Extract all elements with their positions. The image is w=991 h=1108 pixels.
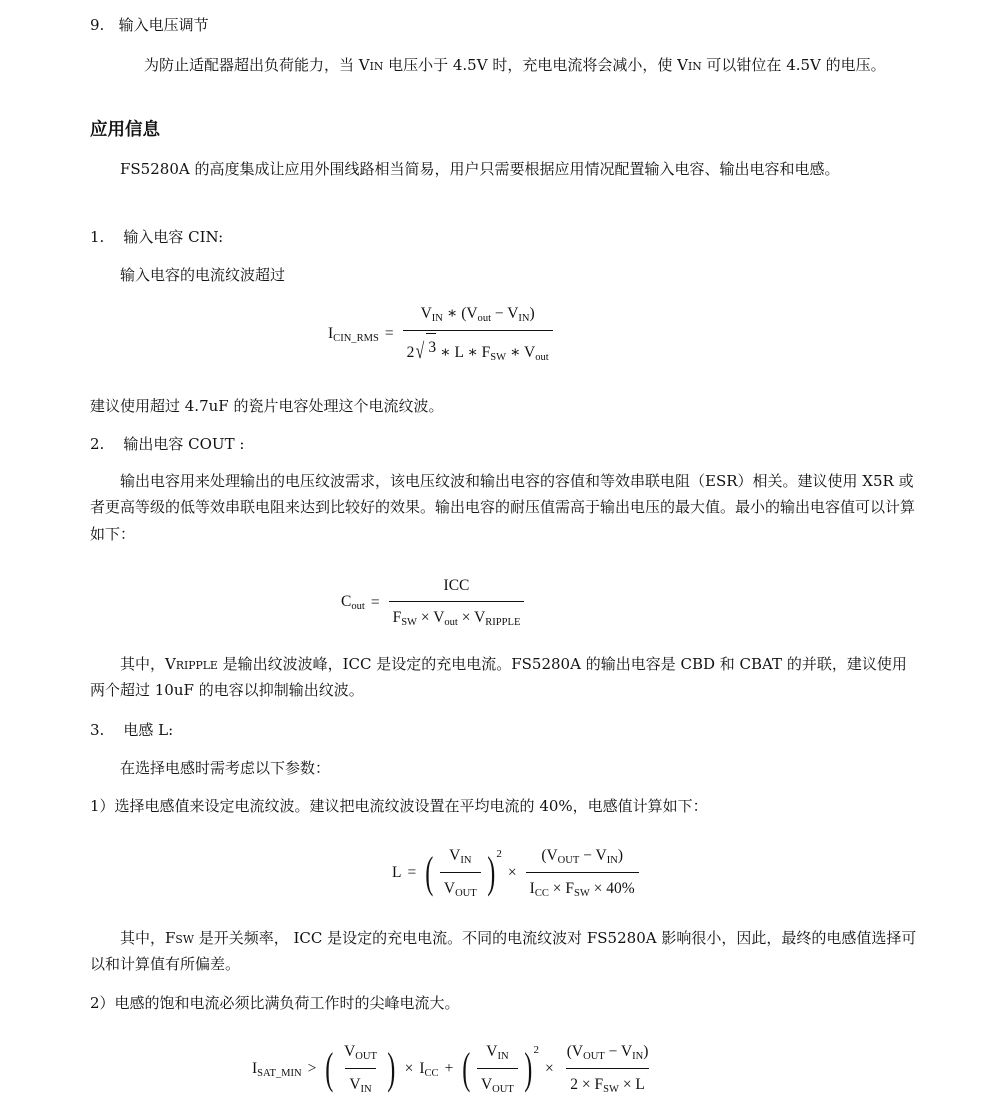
cin-rms-formula: $I_{CIN\_RMS}$ = $V_{IN}$ ∗ $(V_{out} - V_{IN})$ 2 √ 3 ∗ L ∗ $F_{SW}$ ∗ $V_{out}$ bbox=[328, 300, 556, 368]
cout-note-paragraph: 其中，VRIPPLE 是输出纹波波峰，ICC 是设定的充电电流。FS5280A 的输出电容是 CBD 和 CBAT 的并联，建议使用两个超过 10uF 的电容以抑制输出纹波。 bbox=[90, 655, 907, 700]
inductor-heading: 3. 电感 L: bbox=[90, 721, 174, 739]
cin-advice: 建议使用超过 4.7uF 的瓷片电容处理这个电流纹波。 bbox=[90, 397, 444, 415]
application-intro-paragraph: FS5280A 的高度集成让应用外围线路相当简易，用户只需要根据应用情况配置输入电容、输出电容和电感。 bbox=[120, 160, 840, 178]
application-info-title: 应用信息 bbox=[90, 120, 160, 140]
input-voltage-paragraph: 为防止适配器超出负荷能力，当 VIN 电压小于 4.5V 时，充电电流将会减小，使 VIN 可以钳位在 4.5V 的电压。 bbox=[144, 56, 886, 74]
saturation-current-formula: $I_{SAT\_MIN}$ > ( $\frac{V_{OUT}}{V_{IN}}$ ) × $I_{CC}$ + ( $\frac{V_{IN}}{V_{OUT}}$ ) $^2$ × $\frac{(V_{OUT} - V_{IN})}{2 \times F_{SW} \times L}$ bbox=[252, 1038, 655, 1100]
cin-heading: 1. 输入电容 CIN: bbox=[90, 228, 224, 246]
cout-formula: $C_{out}$ = $\frac{\text{ICC}}{F_{SW} \times V_{out} \times V_{RIPPLE}}$ bbox=[341, 572, 527, 633]
section-9-heading: 9. 输入电压调节 bbox=[90, 16, 209, 34]
inductor-item-1: 1）选择电感值来设定电流纹波。建议把电流纹波设置在平均电流的 40%，电感值计算如下： bbox=[90, 797, 708, 815]
cout-heading: 2. 输出电容 COUT : bbox=[90, 435, 245, 453]
inductor-item-2: 2）电感的饱和电流必须比满负荷工作时的尖峰电流大。 bbox=[90, 994, 460, 1012]
cin-ripple-line: 输入电容的电流纹波超过 bbox=[120, 266, 286, 284]
cout-paragraph: 输出电容用来处理输出的电压纹波需求，该电压纹波和输出电容的容值和等效串联电阻（ESR）相关。建议使用 X5R 或者更高等级的低等效串联电阻来达到比较好的效果。输出电容的耐压值需高于输出电压的最大值。最小的输出电容值可以计算如下： bbox=[90, 472, 916, 543]
inductor-consider-line: 在选择电感时需考虑以下参数： bbox=[120, 759, 331, 777]
inductor-note-paragraph: 其中，FSW 是开关频率， ICC 是设定的充电电流。不同的电流纹波对 FS5280A 影响很小，因此，最终的电感值选择可以和计算值有所偏差。 bbox=[90, 929, 917, 974]
inductor-formula: L = ( $\frac{V_{IN}}{V_{OUT}}$ ) $^2$ × $\frac{(V_{OUT} - V_{IN})}{I_{CC} \times F_{SW} \times 40\%}$ bbox=[392, 842, 642, 904]
